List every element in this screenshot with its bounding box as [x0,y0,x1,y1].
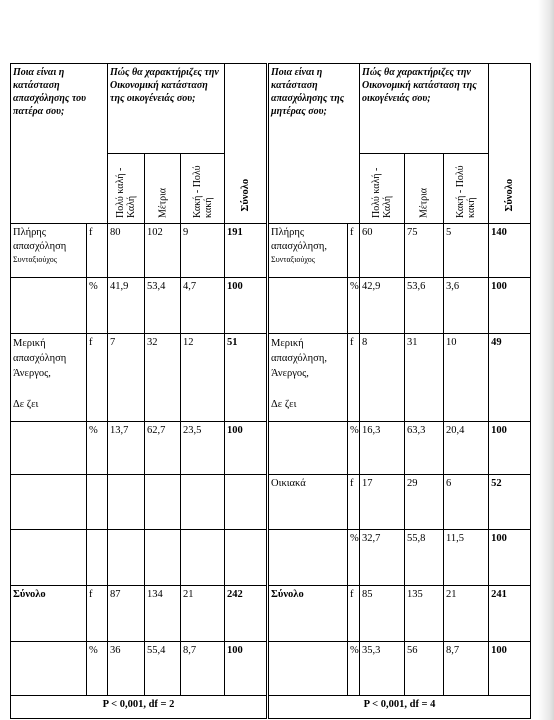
right-col-good-label: Πολύ καλή - Καλή [371,167,394,218]
cell: 6 [444,474,489,529]
cell: % [348,529,360,585]
cell: 60 [360,224,405,277]
cell [268,642,348,696]
cell [11,277,87,333]
left-category-part: Μερική απασχόληση Άνεργος, Δε ζει [11,333,87,421]
cell: % [87,642,108,696]
cell: % [87,277,108,333]
left-col-mid [145,153,181,224]
cell: 42,9 [360,277,405,333]
cell-total: 100 [225,277,268,333]
cell: 53,4 [145,277,181,333]
cell-total: 242 [225,586,268,642]
cell: % [87,421,108,474]
page-edge-shadow [538,0,554,720]
cell-total: 100 [489,642,531,696]
cell-total: 100 [489,529,531,585]
table-row [11,474,531,529]
cell: 62,7 [145,421,181,474]
cell: % [348,642,360,696]
cell: 8,7 [181,642,225,696]
left-total-header-label: Σύνολο [239,179,251,212]
cell [268,277,348,333]
table-row [11,642,531,696]
cell: f [348,474,360,529]
cell-total: 49 [489,333,531,421]
left-col-good [108,153,145,224]
left-group-header: Πώς θα χαρακτήριζες την Οικονομική κατάσταση της οικογένειάς σου; [108,64,225,154]
cell-total: 100 [225,642,268,696]
cell: 53,6 [405,277,444,333]
right-category-household: Οικιακά [268,474,348,529]
cell [11,474,87,529]
cell: % [348,421,360,474]
right-col-bad-label: Κακή - Πολύ κακή [455,165,478,218]
right-question-header: Ποια είναι η κατάσταση απασχόλησης της μητέρας σου; [268,64,360,224]
cell: 75 [405,224,444,277]
table-row [11,224,531,277]
cell: 7 [108,333,145,421]
cell: 21 [181,586,225,642]
table-row [11,333,531,421]
cell: 36 [108,642,145,696]
left-total-header [225,64,268,224]
table-row [11,529,531,585]
cell [268,529,348,585]
cell [145,474,181,529]
cell-total: 52 [489,474,531,529]
right-significance: P < 0,001, df = 4 [268,696,531,719]
cell: 13,7 [108,421,145,474]
cell: 41,9 [108,277,145,333]
cell: 63,3 [405,421,444,474]
cell [145,529,181,585]
cell: f [87,586,108,642]
cell [225,529,268,585]
left-col-bad [181,153,225,224]
cell [181,474,225,529]
cell: 29 [405,474,444,529]
cell: f [348,224,360,277]
cell-total: 140 [489,224,531,277]
cell: 80 [108,224,145,277]
cell [108,529,145,585]
right-col-bad [444,153,489,224]
cell: 3,6 [444,277,489,333]
cell [87,474,108,529]
cell-total: 100 [489,421,531,474]
cell-total: 100 [489,277,531,333]
cell: 102 [145,224,181,277]
header-row [11,64,531,154]
right-col-mid [405,153,444,224]
cell: 56 [405,642,444,696]
cell: 12 [181,333,225,421]
cell: 23,5 [181,421,225,474]
cell: f [348,586,360,642]
cell: 55,8 [405,529,444,585]
cell: 31 [405,333,444,421]
cell: 17 [360,474,405,529]
cell: f [87,333,108,421]
table-row [11,277,531,333]
crosstab-table [10,63,531,719]
cell: 8,7 [444,642,489,696]
right-group-header: Πώς θα χαρακτήριζες την Οικονομική κατάσταση της οικογένειάς σου; [360,64,489,154]
cell [87,529,108,585]
cell: 32 [145,333,181,421]
cell [268,421,348,474]
cell [108,474,145,529]
left-col-bad-label: Κακή - Πολύ κακή [191,165,214,218]
cell [11,421,87,474]
right-category-part: Μερική απασχόληση, Άνεργος, Δε ζει [268,333,348,421]
right-category-full: Πλήρης απασχόληση, Συνταξιούχος [268,224,348,277]
right-total-header [489,64,531,224]
cell [225,474,268,529]
cell: 9 [181,224,225,277]
left-col-good-label: Πολύ καλή - Καλή [115,167,138,218]
cell: 134 [145,586,181,642]
table-row [11,421,531,474]
cell: 87 [108,586,145,642]
cell: 20,4 [444,421,489,474]
cell: 32,7 [360,529,405,585]
right-total-label: Σύνολο [268,586,348,642]
right-total-header-label: Σύνολο [503,179,515,212]
cell: f [87,224,108,277]
right-col-mid-label: Μέτρια [418,187,430,218]
left-col-mid-label: Μέτρια [157,187,169,218]
cell: % [348,277,360,333]
cell: 135 [405,586,444,642]
cell-total: 100 [225,421,268,474]
cell: 5 [444,224,489,277]
cell: 21 [444,586,489,642]
left-significance: P < 0,001, df = 2 [11,696,268,719]
cell: 10 [444,333,489,421]
cell: 8 [360,333,405,421]
footer-row [11,696,531,719]
cell: 85 [360,586,405,642]
cell: 16,3 [360,421,405,474]
cell: 11,5 [444,529,489,585]
right-col-good [360,153,405,224]
cell-total: 191 [225,224,268,277]
left-category-full: Πλήρης απασχόληση Συνταξιούχος [11,224,87,277]
left-total-label: Σύνολο [11,586,87,642]
table-row [11,586,531,642]
cell [181,529,225,585]
left-question-header: Ποια είναι η κατάσταση απασχόλησης του πατέρα σου; [11,64,108,224]
cell: 4,7 [181,277,225,333]
cell: 55,4 [145,642,181,696]
cell [11,529,87,585]
cell-total: 241 [489,586,531,642]
cell: f [348,333,360,421]
cell [11,642,87,696]
cell-total: 51 [225,333,268,421]
cell: 35,3 [360,642,405,696]
